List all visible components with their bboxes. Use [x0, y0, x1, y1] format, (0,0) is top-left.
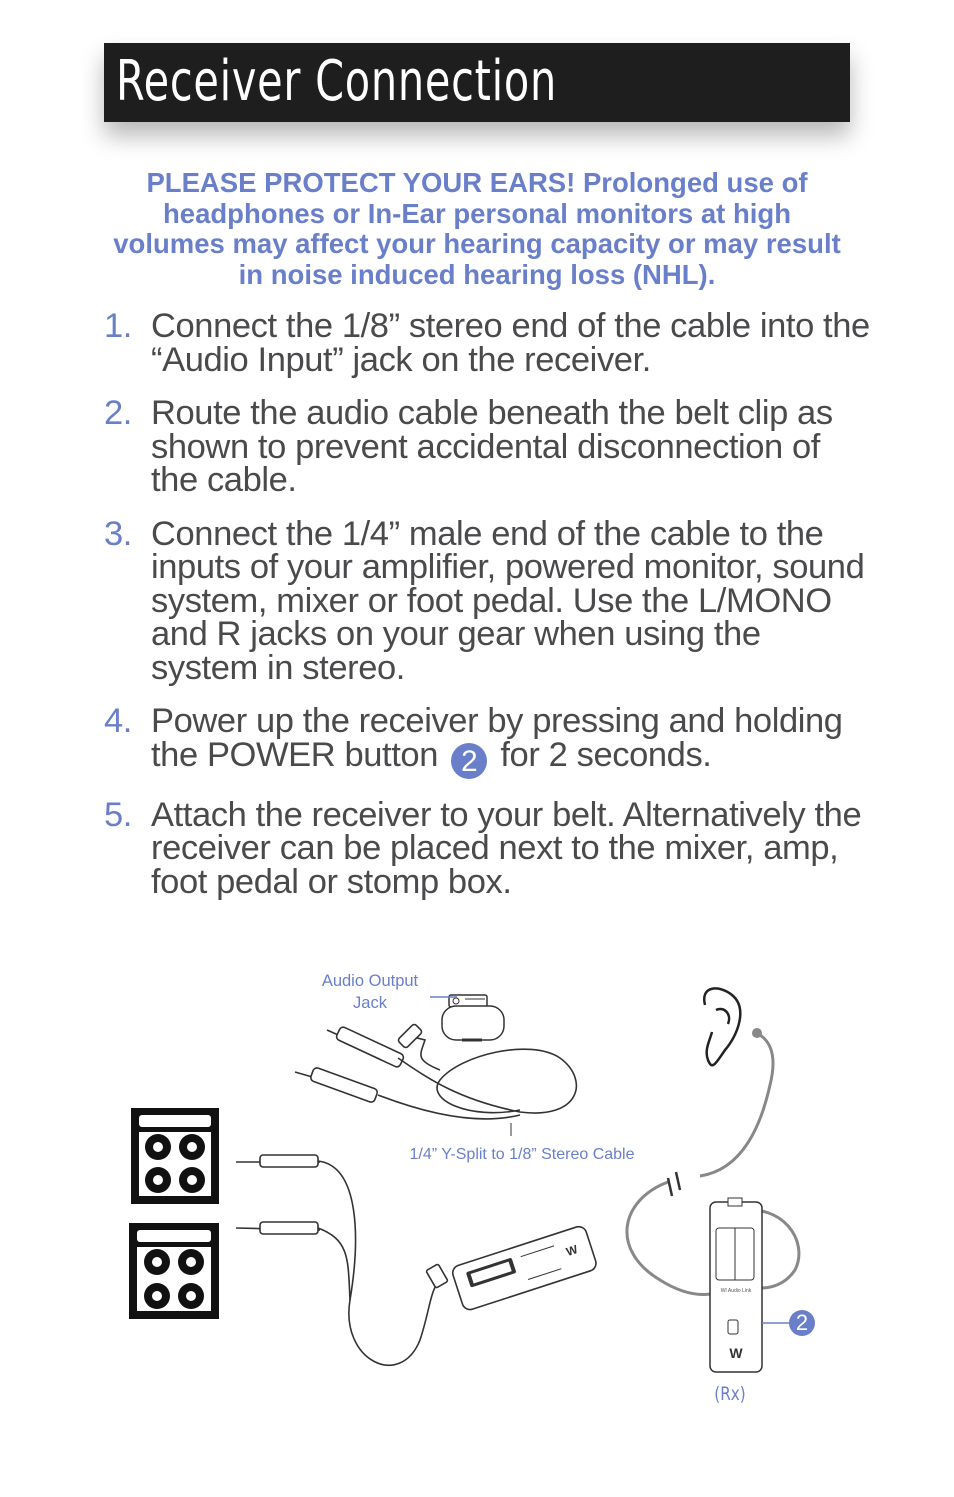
step-number: 5. [104, 795, 132, 834]
step-3 [104, 514, 874, 687]
title-bar [104, 43, 850, 122]
step-text: Route the audio cable beneath the belt clip as shown to prevent accidental disconnection of the cable. [151, 394, 833, 499]
y-cable-upper [295, 1023, 576, 1136]
step-5 [104, 795, 874, 901]
step-4 [104, 702, 874, 779]
audio-output-label [315, 970, 425, 1014]
hearing-warning: PLEASE PROTECT YOUR EARS! Prolonged use of headphones or In-Ear personal monitors at high volumes may affect your hearing capacity or may result in noise induced hearing loss (NHL). [113, 167, 841, 290]
svg-text:W: W [564, 1242, 580, 1259]
step-number: 3. [104, 514, 132, 553]
svg-text:W: W [729, 1345, 743, 1361]
connection-illustration [0, 940, 954, 1492]
step-number: 1. [104, 307, 132, 345]
step-text: Connect the 1/8” stereo end of the cable into the “Audio Input” jack on the receiver. [151, 307, 870, 379]
speaker-cabinet-bottom-icon [129, 1223, 219, 1319]
step-number: 4. [104, 702, 132, 740]
step-text [151, 702, 874, 779]
step-2 [104, 394, 874, 499]
audio-output-jack-icon [430, 995, 504, 1040]
cable-label: 1/4” Y-Split to 1/8” Stereo Cable [409, 1146, 635, 1163]
ear-icon [704, 988, 740, 1065]
audio-output-label-line1: Audio Output [321, 972, 419, 990]
step-text: Connect the 1/4” male end of the cable to the inputs of your amplifier, powered monitor, sound system, mixer or foot pedal. Use the L/MONO and R jacks on your gear when using the system in stereo. [151, 514, 865, 687]
step-number: 2. [104, 394, 132, 432]
power-button-badge: 2 [451, 743, 487, 779]
step-text: Attach the receiver to your belt. Alternatively the receiver can be placed next to the mixer, amp, foot pedal or stomp box. [151, 795, 862, 901]
step-text-before: Power up the receiver by pressing and holding the POWER button [151, 702, 843, 774]
connection-diagram [0, 940, 954, 1492]
rx-label: (Rx) [714, 1383, 746, 1405]
step-text-after: for 2 seconds. [500, 735, 712, 774]
speaker-cabinet-top-icon [131, 1108, 219, 1204]
page-title: Receiver Connection [116, 49, 557, 114]
y-cable-lower [236, 1155, 448, 1365]
belt-receiver-icon [451, 1225, 598, 1312]
step-1 [104, 307, 874, 379]
instruction-steps [104, 307, 874, 919]
svg-text:WI Audio Link: WI Audio Link [720, 1288, 752, 1294]
audio-output-label-line2: Jack [353, 994, 387, 1012]
rx-receiver-icon [710, 1198, 815, 1372]
power-badge-number: 2 [795, 1310, 809, 1335]
